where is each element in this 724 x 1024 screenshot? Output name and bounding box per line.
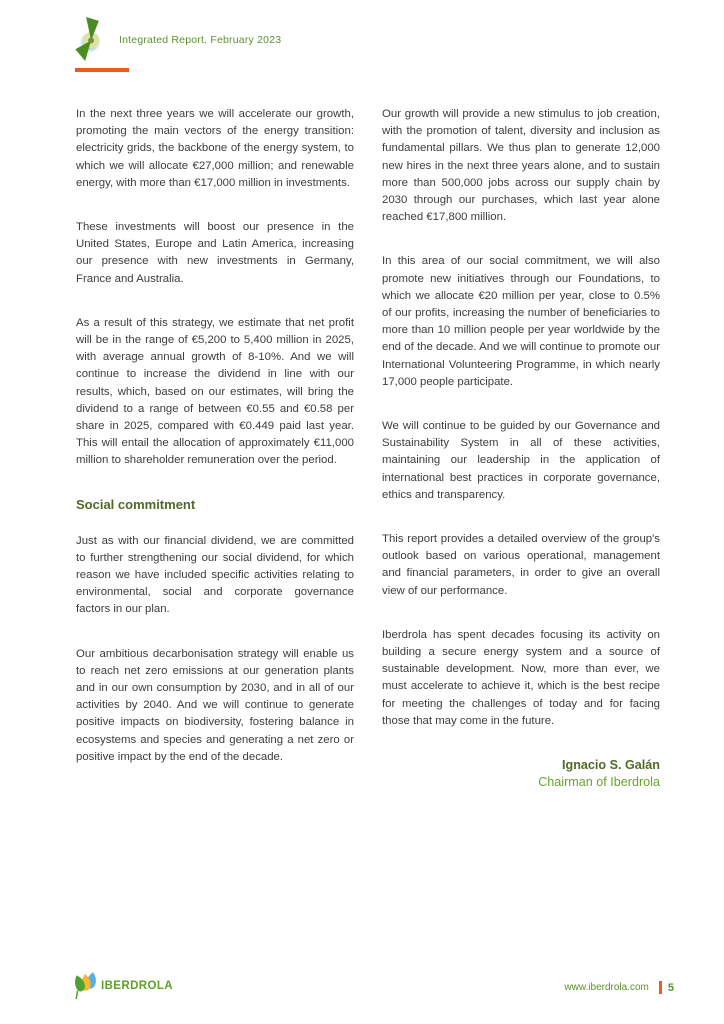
footer-brand-block — [72, 971, 173, 1001]
article-body — [76, 106, 660, 793]
signature-block — [382, 757, 660, 791]
left-column — [76, 106, 354, 793]
iberdrola-emblem-icon — [75, 16, 111, 63]
page-number-divider — [659, 981, 662, 994]
signature-role: Chairman of Iberdrola — [538, 775, 660, 790]
paragraph: Just as with our financial dividend, we are committed to further strengthening our social dividend, for which reason we have included specific activities relating to environmental, social and corporate governance factors in our plan. — [76, 534, 354, 616]
paragraph: As a result of this strategy, we estimate that net profit will be in the range of €5,200 to 5,400 million in 2025, with average annual growth of 8-10%. And we will continue to increase the dividend in line with our results, which, based on our estimates, will bring the dividend to a range of between €0.55 and €0.58 per share in 2025, compared with €0.449 paid last year. This will entail the allocation of approximately €11,000 million to shareholder remuneration over the period. — [76, 316, 354, 467]
paragraph: These investments will boost our presence in the United States, Europe and Latin America, increasing our presence with new investments in Germany, France and Australia. — [76, 221, 354, 285]
section-heading-social-commitment: Social commitment — [76, 496, 196, 512]
footer-meta — [564, 981, 674, 994]
paragraph: Iberdrola has spent decades focusing its activity on building a secure energy system and a source of sustainable development. Now, more than ever, we must accelerate to achieve it, which is the best recipe for meeting the challenges of today and for facing those that may come in the future. — [382, 628, 660, 727]
footer-brand-wordmark: IBERDROLA — [101, 980, 173, 992]
paragraph: In this area of our social commitment, we will also promote new initiatives through our Foundations, to which we allocate €20 million per year, close to 0.5% of our profits, increasing the number of beneficiaries to more than 10 million people per year worldwide by the end of the decade. And we will continue to promote our International Volunteering Programme, in which nearly 17,000 people participate. — [382, 255, 660, 388]
paragraph: Our growth will provide a new stimulus to job creation, with the promotion of talent, diversity and inclusion as fundamental pillars. We thus plan to generate 12,000 new hires in the next three years alone, and to sustain more than 500,000 jobs across our supply chain by 2030 through our purchases, which last year alone reached €17,800 million. — [382, 108, 660, 224]
paragraph: We will continue to be guided by our Governance and Sustainability System in all of these activities, maintaining our leadership in the application of international best practices in corporate governance, ethics and transparency. — [382, 420, 660, 501]
page-header — [75, 16, 281, 63]
paragraph: Our ambitious decarbonisation strategy will enable us to reach net zero emissions at our generation plants and in our own consumption by 2030, and in all of our activities by 2040. And we will continue to generate positive impacts on biodiversity, fostering balance in ecosystems and species and generating a net zero or positive impact by the end of the decade. — [76, 647, 354, 763]
header-accent-rule — [75, 68, 129, 72]
iberdrola-tree-icon — [72, 971, 98, 1001]
right-column — [382, 106, 660, 793]
signature-name: Ignacio S. Galán — [562, 758, 660, 773]
report-title: Integrated Report. February 2023 — [119, 33, 282, 46]
website-link[interactable]: www.iberdrola.com — [564, 982, 649, 993]
paragraph: In the next three years we will accelerate our growth, promoting the main vectors of the energy transition: electricity grids, the backbone of the energy system, to which we will allocate €27,000 million; and renewable energy, with more than €17,000 million in investments. — [76, 108, 354, 189]
paragraph: This report provides a detailed overview of the group's outlook based on various operational, management and financial parameters, in order to give an overall view of our performance. — [382, 533, 660, 597]
page-number: 5 — [667, 981, 674, 994]
